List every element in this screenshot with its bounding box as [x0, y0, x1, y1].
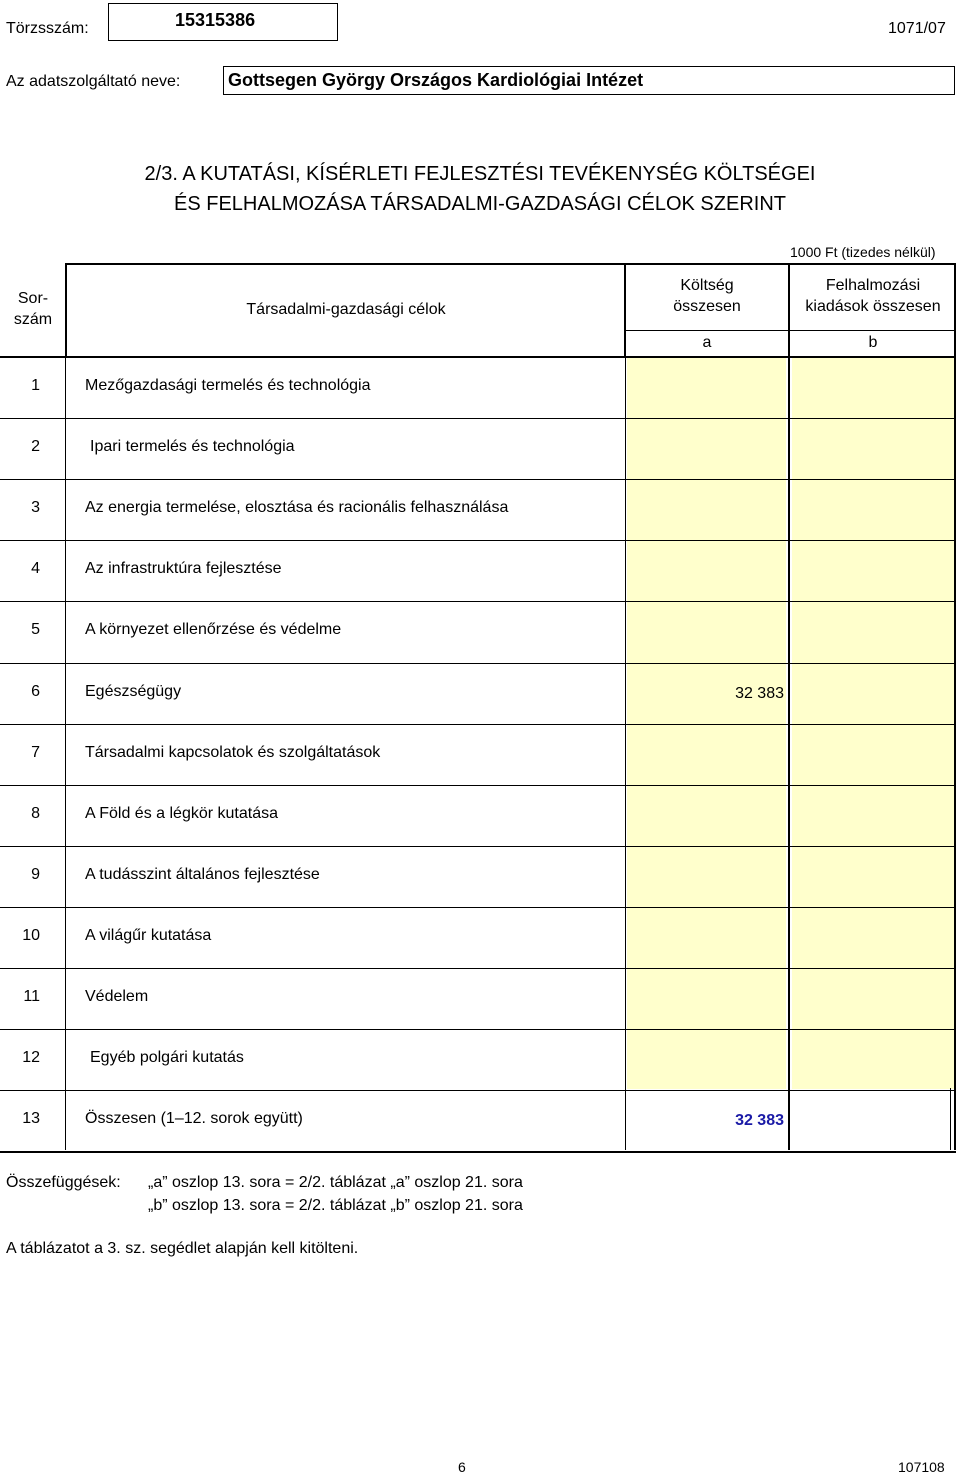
col-b-letter: b	[868, 334, 878, 351]
row-label: Az infrastruktúra fejlesztése	[85, 560, 282, 578]
provider-value: Gottsegen György Országos Kardiológiai Intézet	[228, 70, 644, 90]
row-number: 3	[31, 499, 40, 517]
col-b-header-1: Felhalmozási	[825, 277, 921, 294]
row-number: 12	[22, 1049, 40, 1067]
row-number: 6	[31, 682, 40, 700]
col-a-header-2: összesen	[673, 298, 741, 315]
row-divider	[0, 1029, 956, 1030]
torzsszam-label: Törzsszám:	[6, 20, 89, 37]
row-divider	[0, 785, 956, 786]
row-label: Ipari termelés és technológia	[90, 438, 295, 456]
row-number: 7	[31, 743, 40, 761]
page-number: 6	[458, 1459, 466, 1475]
torzsszam-value: 15315386	[175, 10, 256, 30]
col-b-header-2: kiadások összesen	[805, 298, 941, 315]
row-number: 9	[31, 865, 40, 883]
row-divider	[0, 1090, 956, 1091]
row-number: 4	[31, 560, 40, 578]
column-a-fill	[627, 357, 786, 1089]
row-divider	[0, 968, 956, 969]
col-goals-header: Társadalmi-gazdasági célok	[246, 301, 446, 318]
row-divider	[0, 663, 956, 664]
row-divider	[0, 479, 956, 480]
row-label: A környezet ellenőrzése és védelme	[85, 621, 342, 639]
cell-a[interactable]: 32 383	[735, 1112, 784, 1130]
row-label: Egészségügy	[85, 682, 182, 700]
notes-line1: „a” oszlop 13. sora = 2/2. táblázat „a” oszlop 21. sora	[148, 1174, 523, 1191]
col-a-letter: a	[702, 334, 712, 351]
row-divider	[0, 724, 956, 725]
row-label: Mezőgazdasági termelés és technológia	[85, 377, 371, 394]
provider-field[interactable]	[223, 66, 955, 95]
row-label: Az energia termelése, elosztása és racionális felhasználása	[85, 499, 509, 517]
row-label: A tudásszint általános fejlesztése	[85, 865, 320, 883]
page-title-line2: ÉS FELHALMOZÁSA TÁRSADALMI-GAZDASÁGI CÉLOK SZERINT	[174, 193, 786, 215]
cell-a[interactable]: 32 383	[735, 684, 784, 702]
row-label: Társadalmi kapcsolatok és szolgáltatások	[85, 743, 381, 761]
row-number: 11	[23, 988, 40, 1005]
row-divider	[0, 907, 956, 908]
row-number: 5	[31, 621, 40, 639]
col-sorszam-2: szám	[13, 311, 53, 328]
notes-line2: „b” oszlop 13. sora = 2/2. táblázat „b” oszlop 21. sora	[148, 1197, 523, 1214]
notes-label: Összefüggések:	[6, 1174, 121, 1191]
unit-note: 1000 Ft (tizedes nélkül)	[790, 244, 936, 260]
row-number: 2	[31, 438, 40, 456]
row-divider	[0, 601, 956, 602]
row-number: 8	[31, 804, 40, 822]
row-label: Egyéb polgári kutatás	[90, 1049, 244, 1067]
col-sorszam-1: Sor-	[17, 290, 49, 307]
fill-instruction: A táblázatot a 3. sz. segédlet alapján kell kitölteni.	[6, 1240, 359, 1257]
row-divider	[0, 846, 956, 847]
page-title-line1: 2/3. A KUTATÁSI, KÍSÉRLETI FEJLESZTÉSI TEVÉKENYSÉG KÖLTSÉGEI	[144, 163, 816, 185]
row-divider	[0, 540, 956, 541]
col-a-header-1: Költség	[680, 277, 734, 294]
torzsszam-field[interactable]	[108, 3, 338, 41]
row-label: A Föld és a légkör kutatása	[85, 804, 278, 822]
row-number: 1	[31, 377, 40, 394]
row-label: Védelem	[85, 988, 149, 1005]
row-number: 13	[22, 1110, 40, 1128]
row-number: 10	[22, 926, 40, 944]
footer-code: 107108	[898, 1459, 945, 1475]
form-code: 1071/07	[888, 20, 946, 37]
row-divider	[0, 418, 956, 419]
row-divider	[0, 1151, 956, 1153]
column-b-fill	[792, 357, 955, 1089]
provider-label: Az adatszolgáltató neve:	[6, 73, 181, 90]
row-label: A világűr kutatása	[85, 926, 212, 944]
row-label: Összesen (1–12. sorok együtt)	[85, 1110, 303, 1128]
